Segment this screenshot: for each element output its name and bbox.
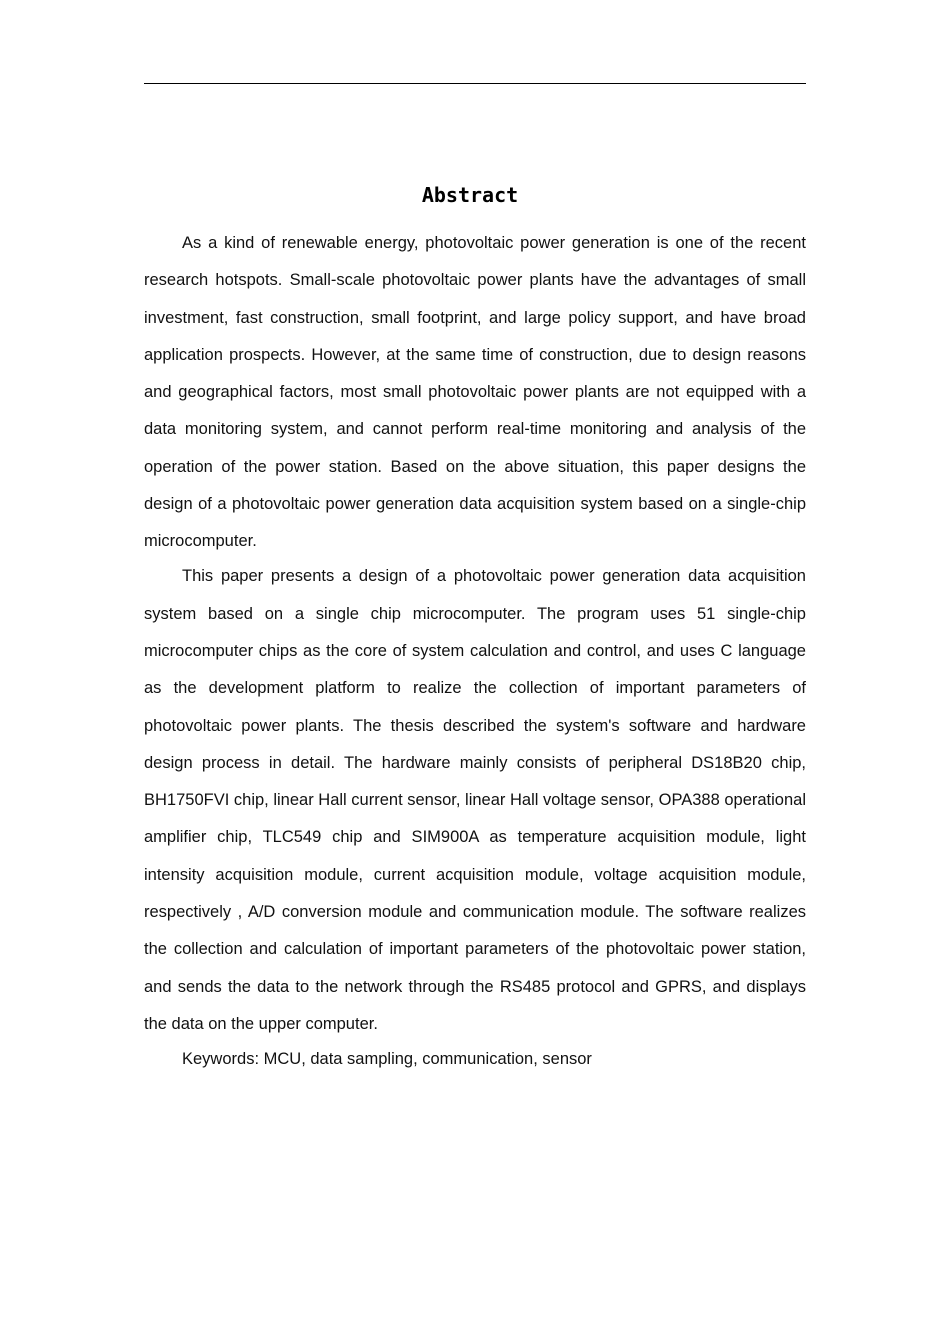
- keywords-line: Keywords: MCU, data sampling, communication, sensor: [182, 1049, 592, 1068]
- abstract-body: [144, 225, 806, 1078]
- abstract-paragraph-2: This paper presents a design of a photovoltaic power generation data acquisition system based on a single chip microcomputer. The program uses 51 single-chip microcomputer chips as the core of system calculation and control, and uses C language as the development platform to realize the collection of important parameters of photovoltaic power plants. The thesis described the system's software and hardware design process in detail. The hardware mainly consists of peripheral DS18B20 chip, BH1750FVI chip, linear Hall current sensor, linear Hall voltage sensor, OPA388 operational amplifier chip, TLC549 chip and SIM900A as temperature acquisition module, light intensity acquisition module, current acquisition module, voltage acquisition module, respectively , A/D conversion module and communication module. The software realizes the collection and calculation of important parameters of the photovoltaic power station, and sends the data to the network through the RS485 protocol and GPRS, and displays the data on the upper computer.: [144, 567, 806, 1033]
- abstract-paragraph-1: As a kind of renewable energy, photovoltaic power generation is one of the recent research hotspots. Small-scale photovoltaic power plants have the advantages of small investment, fast construction, small footprint, and large policy support, and have broad application prospects. However, at the same time of construction, due to design reasons and geographical factors, most small photovoltaic power plants are not equipped with a data monitoring system, and cannot perform real-time monitoring and analysis of the operation of the power station. Based on the above situation, this paper designs the design of a photovoltaic power generation data acquisition system based on a single-chip microcomputer.: [144, 234, 806, 551]
- header-rule: [144, 83, 806, 84]
- abstract-title: Abstract: [421, 183, 519, 207]
